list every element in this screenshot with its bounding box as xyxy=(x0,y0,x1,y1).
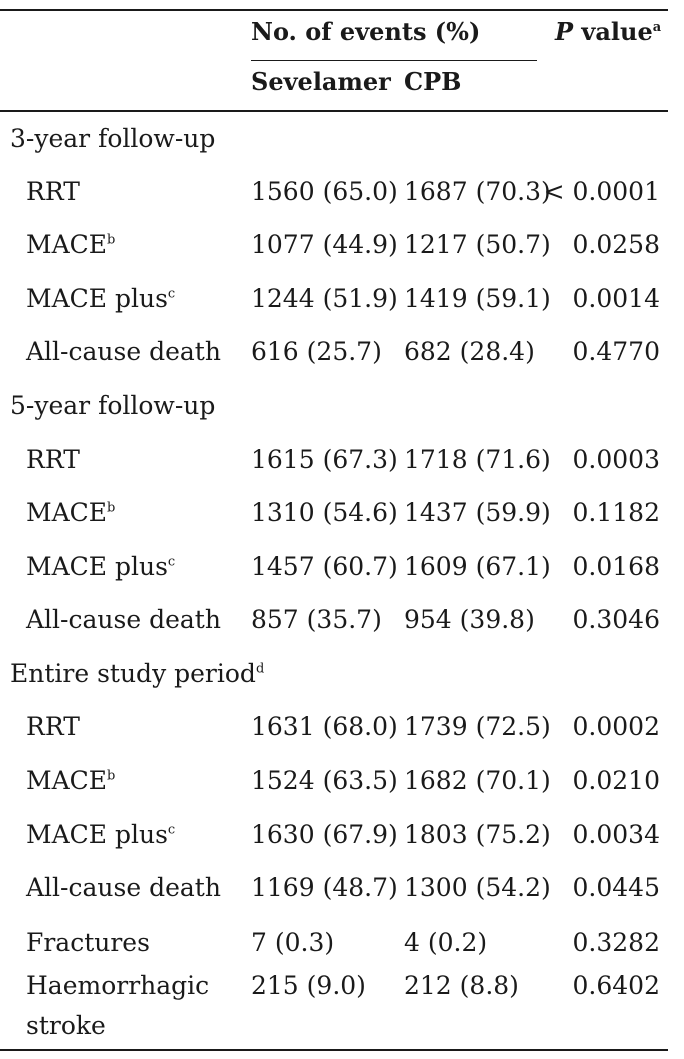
cell-sevelamer: 7 (0.3) xyxy=(251,928,335,957)
cell-sevelamer: 1077 (44.9) xyxy=(251,230,398,259)
row-label: MACE$^b$ xyxy=(26,230,116,259)
row-label: All-cause death xyxy=(26,337,221,366)
cell-cpb: 4 (0.2) xyxy=(404,928,488,957)
cell-pvalue: 0.0168 xyxy=(572,552,660,581)
header-pvalue: P value$^a$ xyxy=(555,17,662,46)
header-rule xyxy=(0,110,668,112)
cell-cpb: 1437 (59.9) xyxy=(404,498,551,527)
cell-sevelamer: 1244 (51.9) xyxy=(251,284,398,313)
cell-pvalue: < 0.0001 xyxy=(543,177,660,206)
cell-pvalue: 0.3282 xyxy=(572,928,660,957)
cell-cpb: 1739 (72.5) xyxy=(404,712,551,741)
cell-cpb: 1803 (75.2) xyxy=(404,820,551,849)
cell-sevelamer: 1560 (65.0) xyxy=(251,177,398,206)
cell-sevelamer: 857 (35.7) xyxy=(251,605,382,634)
cell-pvalue: 0.0002 xyxy=(572,712,660,741)
cell-pvalue: 0.4770 xyxy=(572,337,660,366)
header-cpb: CPB xyxy=(404,67,462,96)
cell-pvalue: 0.0210 xyxy=(572,766,660,795)
cell-sevelamer: 1630 (67.9) xyxy=(251,820,398,849)
cell-sevelamer: 215 (9.0) xyxy=(251,971,366,1000)
row-label: MACE plus$^c$ xyxy=(26,284,176,313)
section-title: 3-year follow-up xyxy=(10,124,216,153)
section-title: Entire study period$^d$ xyxy=(10,659,265,688)
row-label: All-cause death xyxy=(26,605,221,634)
cell-sevelamer: 1457 (60.7) xyxy=(251,552,398,581)
cell-pvalue: 0.0014 xyxy=(572,284,660,313)
table-bottom-rule xyxy=(0,1049,668,1051)
cell-cpb: 954 (39.8) xyxy=(404,605,535,634)
row-label: MACE plus$^c$ xyxy=(26,820,176,849)
table-top-rule xyxy=(0,9,668,11)
cell-pvalue: 0.0034 xyxy=(572,820,660,849)
cell-sevelamer: 1631 (68.0) xyxy=(251,712,398,741)
cell-cpb: 212 (8.8) xyxy=(404,971,519,1000)
cell-cpb: 1682 (70.1) xyxy=(404,766,551,795)
row-label: RRT xyxy=(26,712,80,741)
row-label: MACE$^b$ xyxy=(26,498,116,527)
cell-cpb: 1687 (70.3) xyxy=(404,177,551,206)
row-label: Fractures xyxy=(26,928,150,957)
header-sevelamer: Sevelamer xyxy=(251,67,391,96)
row-label: MACE plus$^c$ xyxy=(26,552,176,581)
row-label: RRT xyxy=(26,177,80,206)
cell-pvalue: 0.0003 xyxy=(572,445,660,474)
cell-pvalue: 0.1182 xyxy=(572,498,660,527)
section-title: 5-year follow-up xyxy=(10,391,216,420)
cell-cpb: 1217 (50.7) xyxy=(404,230,551,259)
cell-pvalue: 0.3046 xyxy=(572,605,660,634)
cell-pvalue: 0.0445 xyxy=(572,873,660,902)
cell-sevelamer: 1310 (54.6) xyxy=(251,498,398,527)
cell-pvalue: 0.6402 xyxy=(572,971,660,1000)
row-label: All-cause death xyxy=(26,873,221,902)
cell-cpb: 1609 (67.1) xyxy=(404,552,551,581)
row-label: MACE$^b$ xyxy=(26,766,116,795)
row-label: Haemorrhagic stroke xyxy=(26,971,210,1040)
cell-sevelamer: 1615 (67.3) xyxy=(251,445,398,474)
header-events: No. of events (%) xyxy=(251,17,481,46)
cell-cpb: 1300 (54.2) xyxy=(404,873,551,902)
events-underline xyxy=(251,60,537,61)
cell-cpb: 1419 (59.1) xyxy=(404,284,551,313)
cell-sevelamer: 616 (25.7) xyxy=(251,337,382,366)
cell-sevelamer: 1524 (63.5) xyxy=(251,766,398,795)
cell-cpb: 682 (28.4) xyxy=(404,337,535,366)
cell-cpb: 1718 (71.6) xyxy=(404,445,551,474)
row-label: RRT xyxy=(26,445,80,474)
cell-sevelamer: 1169 (48.7) xyxy=(251,873,398,902)
cell-pvalue: 0.0258 xyxy=(572,230,660,259)
